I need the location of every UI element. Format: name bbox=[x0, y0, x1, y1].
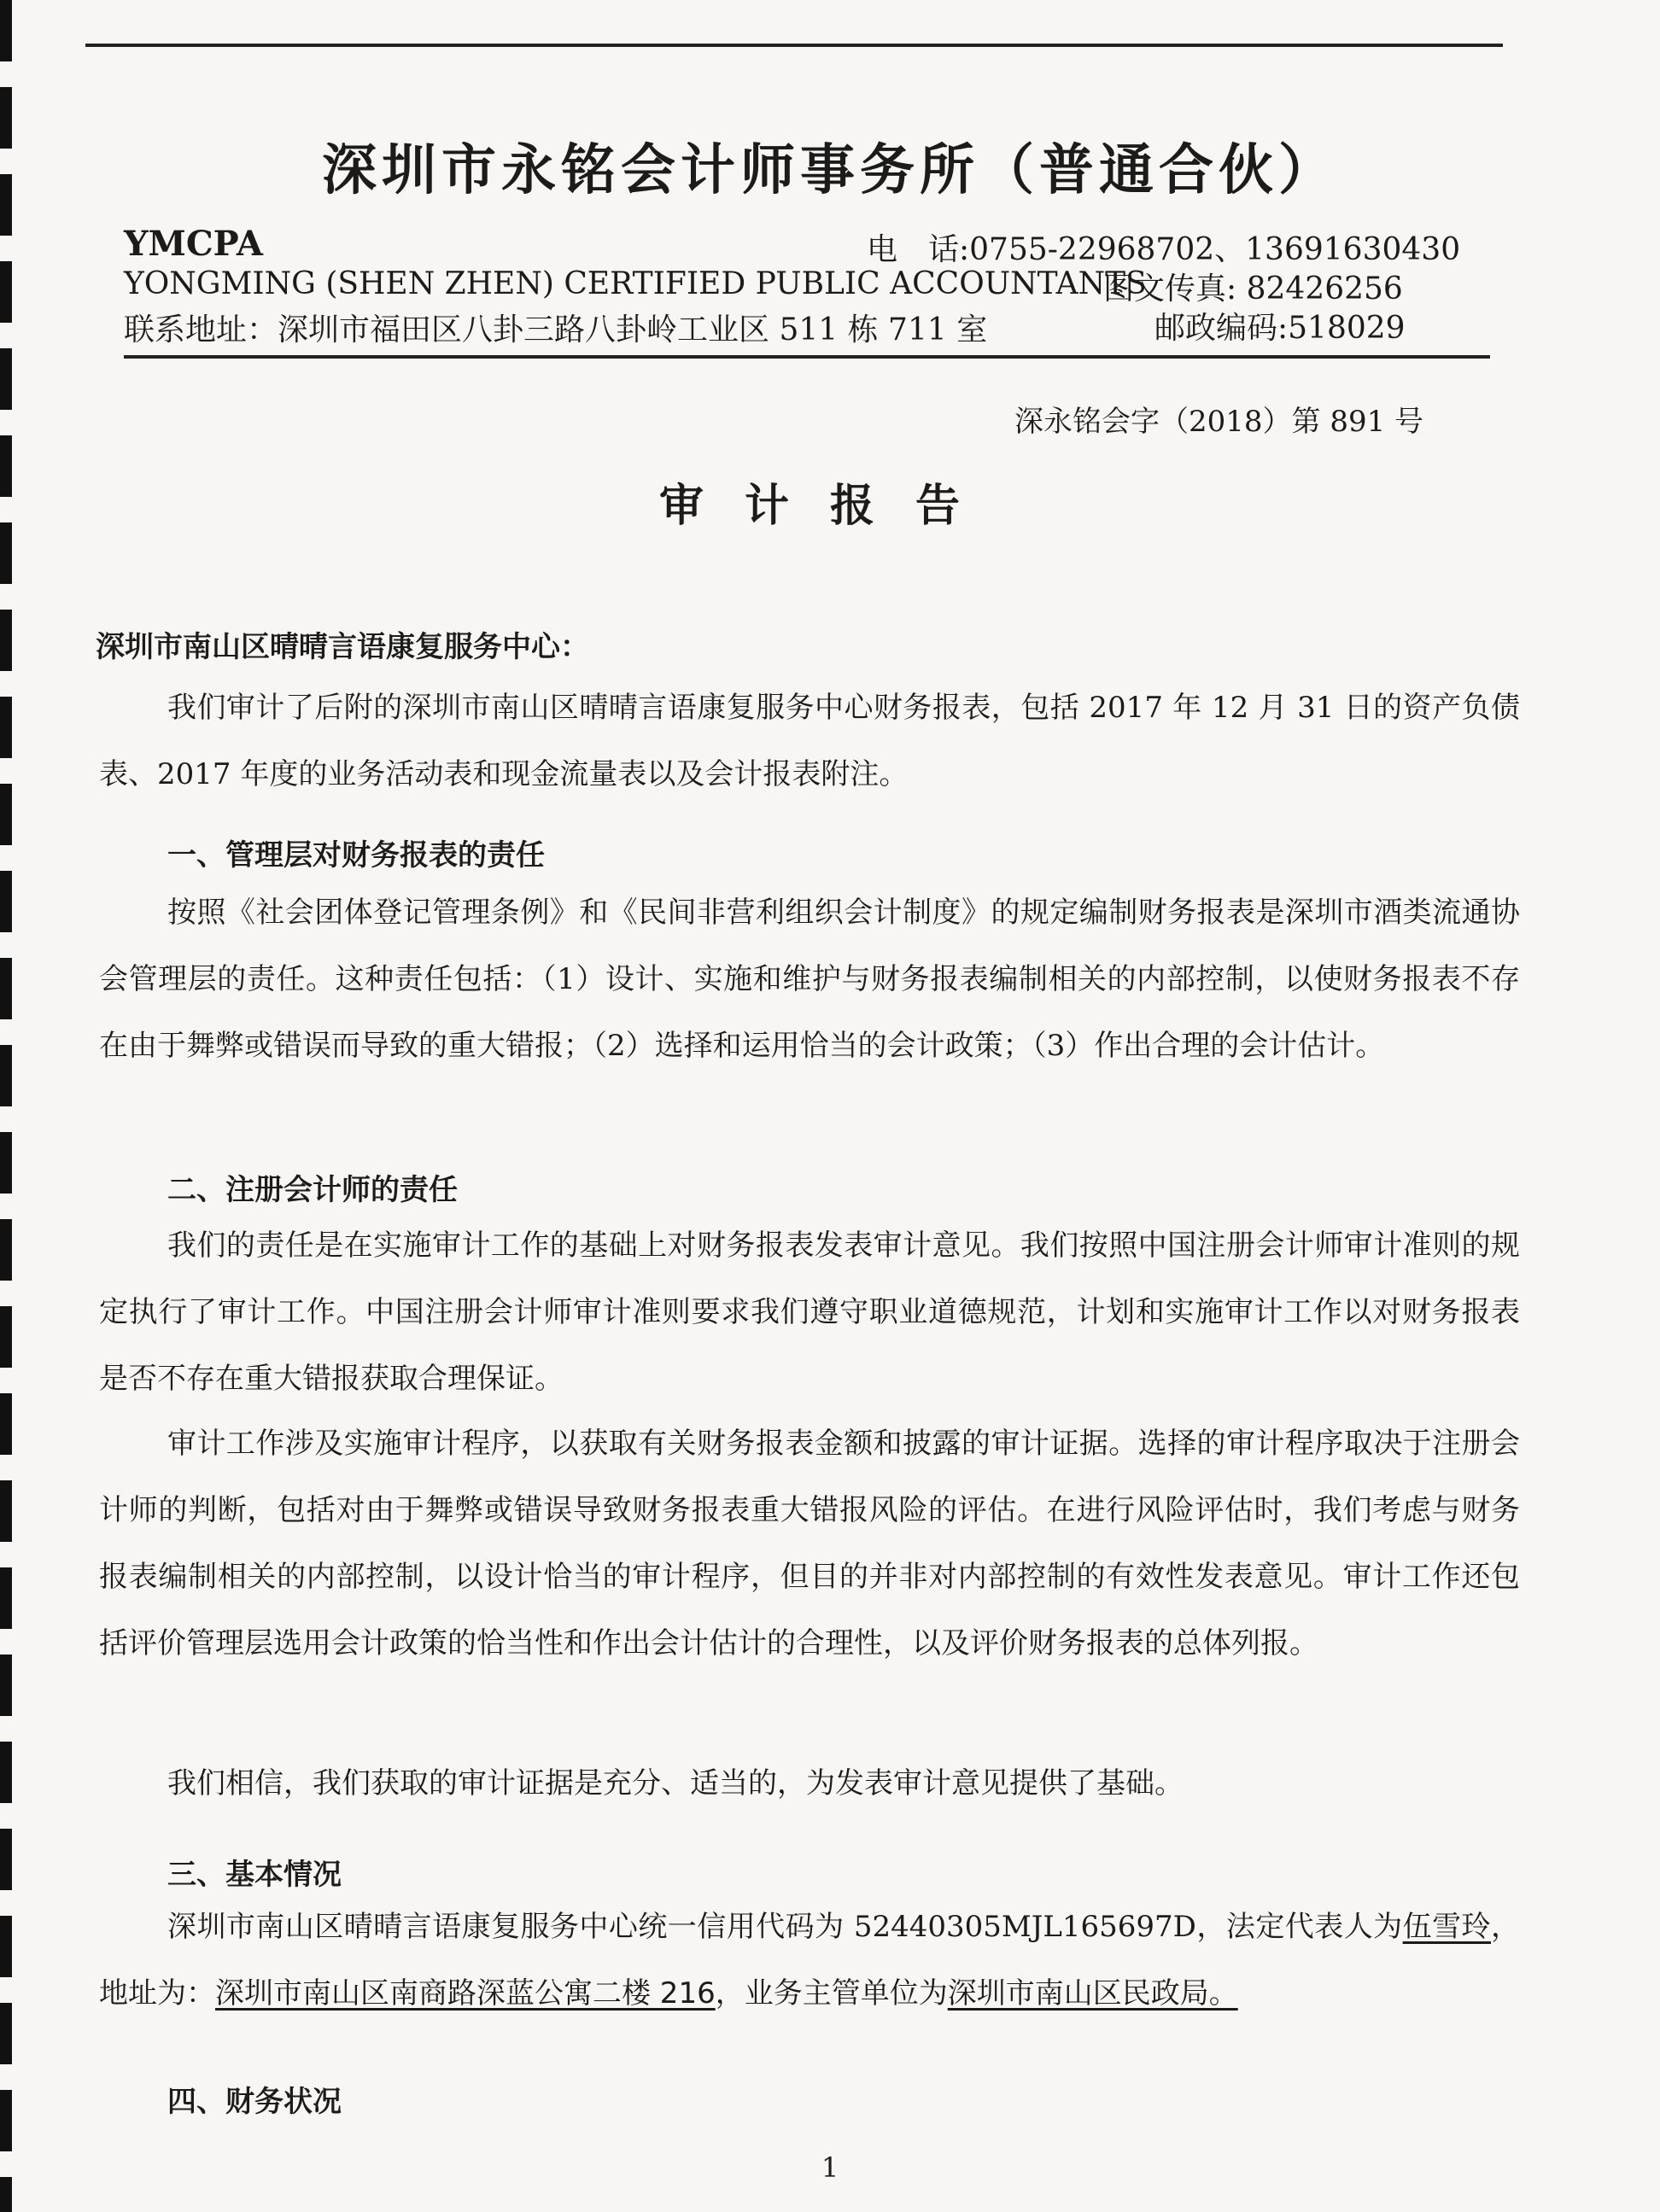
section-heading-management: 一、管理层对财务报表的责任 bbox=[167, 838, 545, 873]
header-rule bbox=[124, 355, 1490, 359]
cpa-responsibility-paragraph-1: 我们的责任是在实施审计工作的基础上对财务报表发表审计意见。我们按照中国注册会计师审计准则的规定执行了审计工作。中国注册会计师审计准则要求我们遵守职业道德规范，计划和实施审计工作以对财务报表是否不存在重大错报获取合理保证。 bbox=[99, 1229, 1520, 1396]
top-rule bbox=[85, 44, 1503, 47]
addressee: 深圳市南山区晴晴言语康复服务中心： bbox=[96, 630, 589, 664]
firm-address: 联系地址：深圳市福田区八卦三路八卦岭工业区 511 栋 711 室 bbox=[124, 312, 988, 347]
firm-fax: 图文传真: 82426256 bbox=[1103, 271, 1403, 306]
section-heading-financial: 四、财务状况 bbox=[167, 2085, 342, 2119]
firm-phone: 电 话:0755-22968702、13691630430 bbox=[867, 232, 1461, 267]
basic-info-text-3: ，业务主管单位为 bbox=[715, 1976, 948, 2011]
section-heading-basic: 三、基本情况 bbox=[167, 1858, 342, 1892]
firm-postcode: 邮政编码:518029 bbox=[1154, 311, 1406, 346]
basic-info-paragraph bbox=[99, 1894, 1520, 2027]
management-responsibility-paragraph: 按照《社会团体登记管理条例》和《民间非营利组织会计制度》的规定编制财务报表是深圳市酒类流通协会管理层的责任。这种责任包括：（1）设计、实施和维护与财务报表编制相关的内部控制，以使财务报表不存在由于舞弊或错误而导致的重大错报；（2）选择和运用恰当的会计政策；（3）作出合理的会计估计。 bbox=[99, 896, 1520, 1063]
legal-representative: 伍雪玲 bbox=[1402, 1910, 1492, 1944]
supervising-department: 深圳市南山区民政局。 bbox=[947, 1976, 1238, 2011]
intro-paragraph: 我们审计了后附的深圳市南山区晴晴言语康复服务中心财务报表，包括 2017 年 12 月 31 日的资产负债表、2017 年度的业务活动表和现金流量表以及会计报表附注。 bbox=[99, 691, 1520, 791]
firm-name: 深圳市永铭会计师事务所（普通合伙） bbox=[322, 139, 1338, 202]
section-heading-cpa: 二、注册会计师的责任 bbox=[167, 1173, 458, 1207]
report-title: 审计报告 bbox=[658, 481, 1001, 532]
basic-info-text-2: ，地址为： bbox=[99, 1910, 1521, 2011]
firm-abbreviation: YMCPA bbox=[124, 224, 263, 264]
cpa-responsibility-paragraph-2: 审计工作涉及实施审计程序，以获取有关财务报表金额和披露的审计证据。选择的审计程序取决于注册会计师的判断，包括对由于舞弊或错误导致财务报表重大错报风险的评估。在进行风险评估时，我们考虑与财务报表编制相关的内部控制，以设计恰当的审计程序，但目的并非对内部控制的有效性发表意见。审计工作还包括评价管理层选用会计政策的恰当性和作出会计估计的合理性，以及评价财务报表的总体列报。 bbox=[99, 1427, 1520, 1660]
cpa-responsibility-paragraph-3: 我们相信，我们获取的审计证据是充分、适当的，为发表审计意见提供了基础。 bbox=[167, 1766, 1184, 1801]
organization-address: 深圳市南山区南商路深蓝公寓二楼 216 bbox=[215, 1976, 716, 2011]
basic-info-text: 深圳市南山区晴晴言语康复服务中心统一信用代码为 52440305MJL165697D，法定代表人为 bbox=[167, 1910, 1403, 1944]
page-number: 1 bbox=[821, 2151, 839, 2184]
firm-english-name: YONGMING (SHEN ZHEN) CERTIFIED PUBLIC ACCOUNTANTS bbox=[124, 266, 1147, 301]
binder-edge bbox=[0, 0, 12, 2212]
document-number: 深永铭会字（2018）第 891 号 bbox=[1014, 405, 1424, 439]
